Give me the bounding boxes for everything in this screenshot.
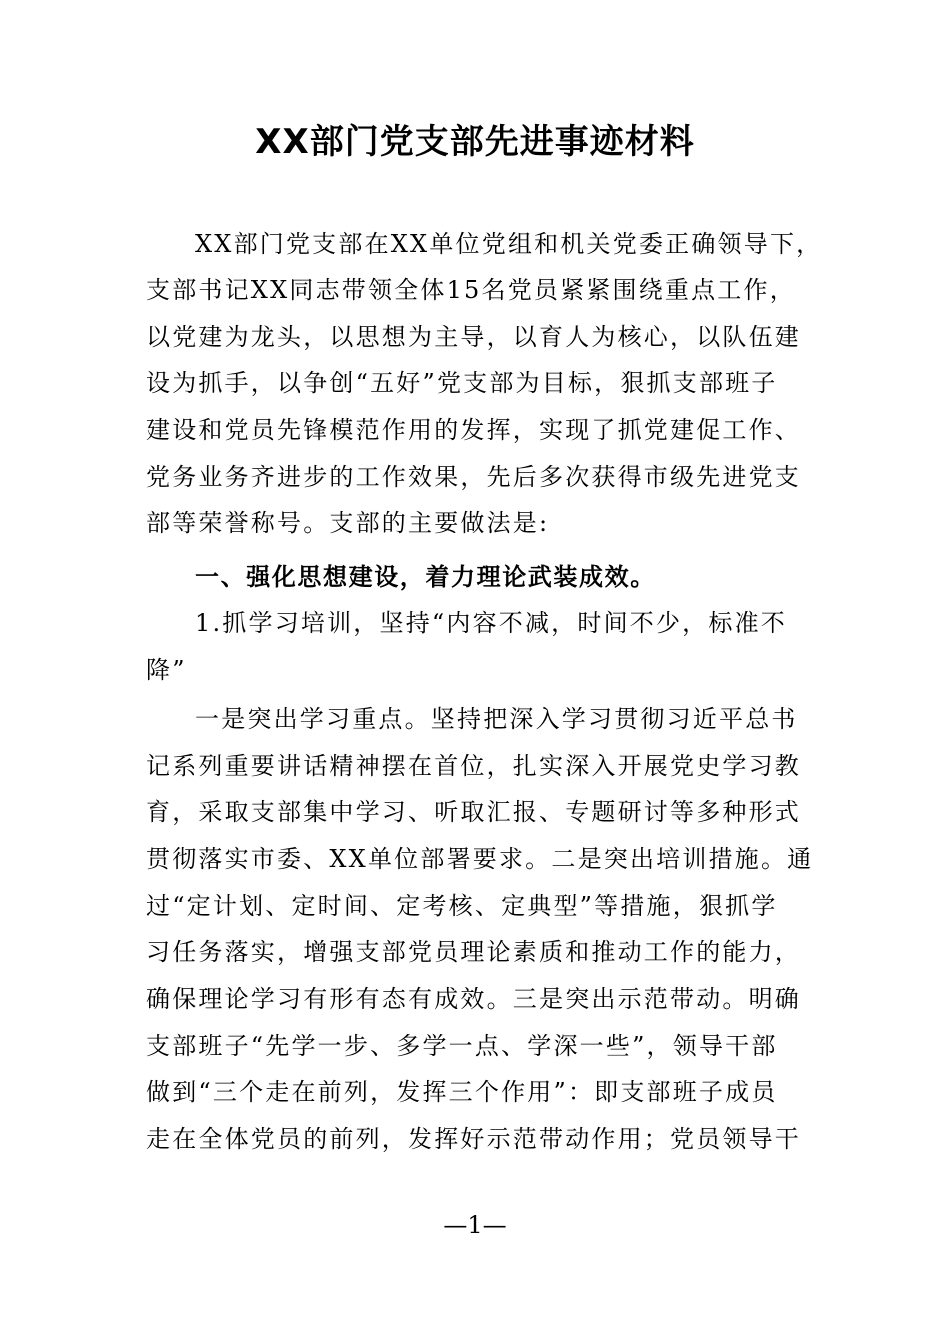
body-line: 以党建为龙头，以思想为主导，以育人为核心，以队伍建: [146, 323, 801, 351]
body-line: XX部门党支部在XX单位党组和机关党委正确领导下，: [195, 230, 823, 258]
body-line: 党务业务齐进步的工作效果，先后多次获得市级先进党支: [146, 463, 801, 491]
page-number: —1—: [443, 1211, 507, 1239]
body-line: 确保理论学习有形有态有成效。三是突出示范带动。明确: [146, 985, 801, 1013]
body-line: 做到“三个走在前列，发挥三个作用”：即支部班子成员: [146, 1078, 778, 1106]
section-heading: 一、强化思想建设，着力理论武装成效。: [195, 563, 656, 591]
body-line: 1.抓学习培训，坚持“内容不减，时间不少，标准不: [195, 609, 787, 637]
body-line: 建设和党员先锋模范作用的发挥，实现了抓党建促工作、: [146, 416, 801, 444]
body-line: 支部班子“先学一步、多学一点、学深一些”，领导干部: [146, 1032, 778, 1060]
body-line: 部等荣誉称号。支部的主要做法是:: [146, 509, 550, 537]
body-line: 贯彻落实市委、XX单位部署要求。二是突出培训措施。通: [146, 845, 814, 873]
body-line: 过“定计划、定时间、定考核、定典型”等措施，狠抓学: [146, 892, 778, 920]
body-line: 支部书记XX同志带领全体15名党员紧紧围绕重点工作，: [146, 276, 796, 304]
document-title: XX部门党支部先进事迹材料: [255, 122, 695, 162]
body-line: 育，采取支部集中学习、听取汇报、专题研讨等多种形式: [146, 798, 801, 826]
body-line: 设为抓手，以争创“五好”党支部为目标，狠抓支部班子: [146, 369, 778, 397]
body-line: 习任务落实，增强支部党员理论素质和推动工作的能力，: [146, 938, 801, 966]
body-line: 记系列重要讲话精神摆在首位，扎实深入开展党史学习教: [146, 752, 801, 780]
body-line: 走在全体党员的前列，发挥好示范带动作用；党员领导干: [146, 1125, 801, 1153]
body-line: 降”: [146, 656, 187, 684]
body-line: 一是突出学习重点。坚持把深入学习贯彻习近平总书: [195, 705, 798, 733]
